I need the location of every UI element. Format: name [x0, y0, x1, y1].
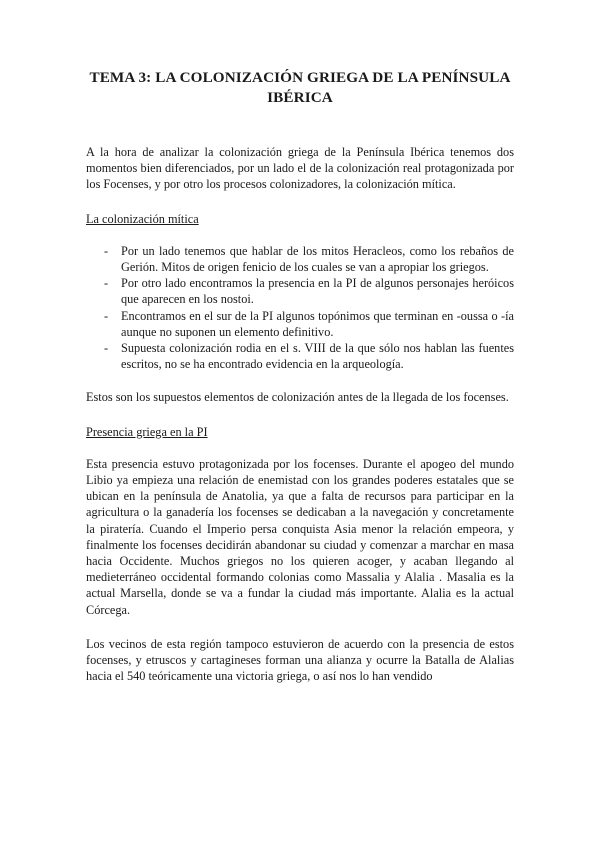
- section-heading-presencia-griega: Presencia griega en la PI: [86, 424, 208, 439]
- list-item-text: Encontramos en el sur de la PI algunos topónimos que terminan en -oussa o -ía aunque no suponen un elemento definitivo.: [121, 308, 514, 339]
- intro-paragraph: A la hora de analizar la colonización griega de la Península Ibérica tenemos dos momentos bien diferenciados, por un lado el de la colonización real protagonizada por los Focenses, y por otro los procesos colonizadores, la colonización mítica.: [86, 145, 514, 192]
- mythic-closing-paragraph: Estos son los supuestos elementos de colonización antes de la llegada de los focenses.: [86, 390, 509, 405]
- alalia-paragraph: Los vecinos de esta región tampoco estuvieron de acuerdo con la presencia de estos focenses, y etruscos y cartagineses forman una alianza y ocurre la Batalla de Alalias hacia el 540 teóricamente una victoria griega, o así nos lo han vendido: [86, 636, 514, 684]
- dash-bullet: -: [104, 243, 109, 258]
- list-item-text: Por un lado tenemos que hablar de los mitos Heracleos, como los rebaños de Gerión. Mitos de origen fenicio de los cuales se van a apropiar los griegos.: [121, 243, 514, 275]
- list-item-text: Por otro lado encontramos la presencia en la PI de algunos personajes heróicos que aparecen en los nostoi.: [121, 276, 514, 307]
- dash-bullet: -: [104, 341, 109, 356]
- list-item: [104, 243, 514, 275]
- list-item: [104, 340, 514, 372]
- section-heading-colonizacion-mitica: La colonización mítica: [86, 211, 199, 226]
- list-item-text: Supuesta colonización rodia en el s. VIII de la que sólo nos hablan las fuentes escritos, no se ha encontrado evidencia en la arqueología.: [121, 341, 514, 372]
- dash-bullet: -: [104, 308, 109, 323]
- focenses-paragraph: Esta presencia estuvo protagonizada por los focenses. Durante el apogeo del mundo Libio ya empieza una relación de enemistad con los grandes poderes estatales que se ubican en la península de Anatolia, ya que a falta de recursos para participar en la agricultura o la ganadería los focenses se dedicaban a la navegación y concretamente la piratería. Cuando el Imperio persa conquista Asia menor la relación empeora, y finalmente los focenses decidirán abandonar su ciudad y comenzar a marchar en masa hacia Occidente. Muchos griegos no los quieren acoger, y acaban llegando al medieterráneo occidental formando colonias como Massalia y Alalia . Masalia es la actual Marsella, donde se va a fundar la ciudad más importante. Alalia es la actual Córcega.: [86, 456, 514, 617]
- dash-bullet: -: [104, 276, 109, 291]
- list-item: [104, 275, 514, 307]
- list-item: [104, 308, 514, 340]
- mythic-colonization-list: [86, 243, 514, 373]
- page-title: TEMA 3: LA COLONIZACIÓN GRIEGA DE LA PENÍNSULA IBÉRICA: [89, 69, 511, 106]
